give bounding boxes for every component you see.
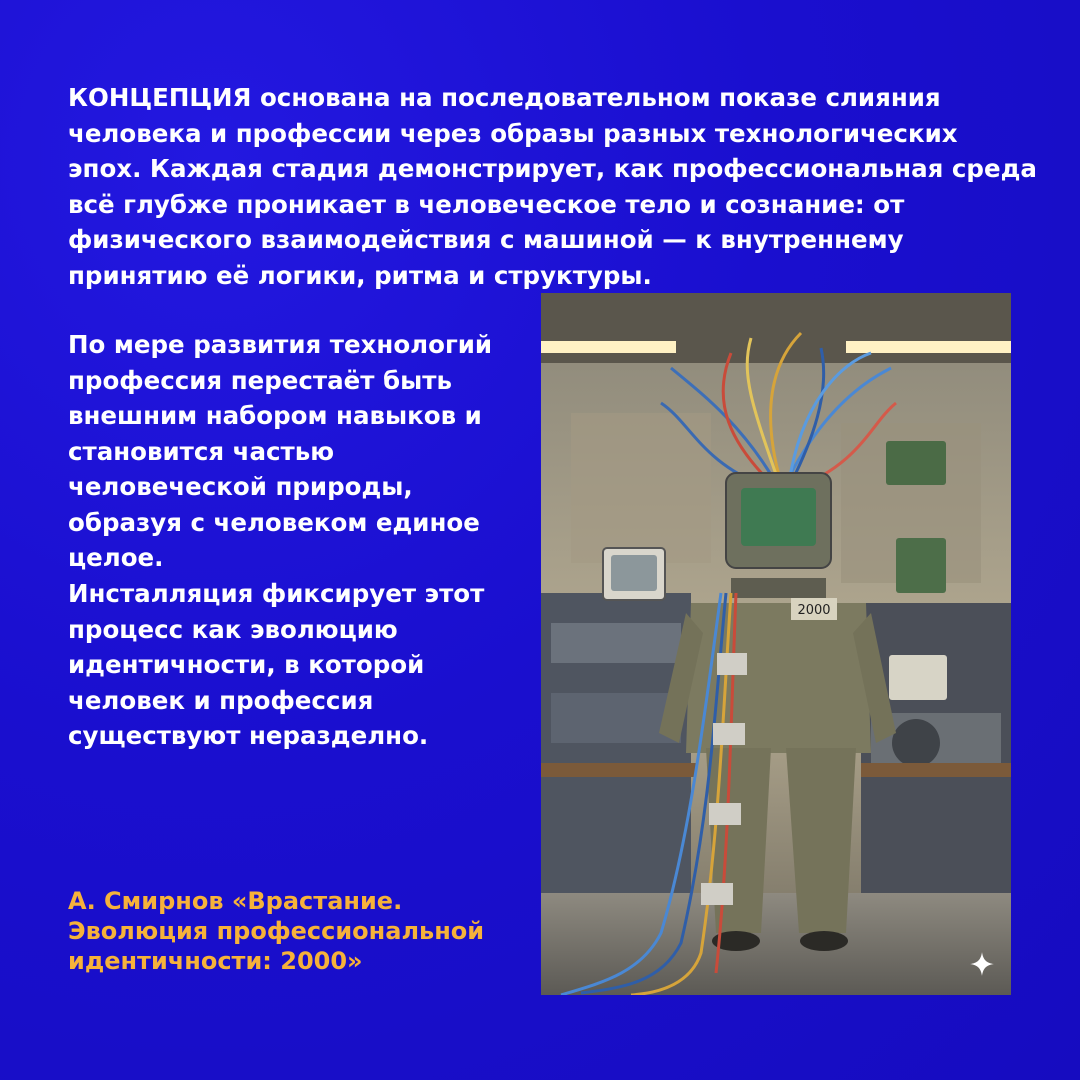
concept-intro — [68, 80, 1038, 293]
evolution-paragraph: По мере развития технологий профессия перестаёт быть внешним набором навыков и становится частью человеческой природы, образуя с человеком единое целое. — [68, 330, 493, 572]
jacket-badge: 2000 — [797, 603, 831, 618]
artwork-image — [541, 293, 1011, 995]
concept-keyword: КОНЦЕПЦИЯ — [68, 83, 252, 112]
installation-paragraph: Инсталляция фиксирует этот процесс как эволюцию идентичности, в которой человек и профессия существуют неразделно. — [68, 579, 485, 750]
concept-text: основана на последовательном показе слияния человека и профессии через образы разных технологических эпох. Каждая стадия демонстрирует, как профессиональная среда всё глубже проникает в человеческое тело и сознание: от физического взаимодействия с машиной — к внутреннему принятию её логики, ритма и структуры. — [68, 83, 1037, 290]
artwork-credit: А. Смирнов «Врастание. Эволюция профессиональной идентичности: 2000» — [68, 887, 485, 975]
sparkle-icon — [969, 951, 995, 977]
